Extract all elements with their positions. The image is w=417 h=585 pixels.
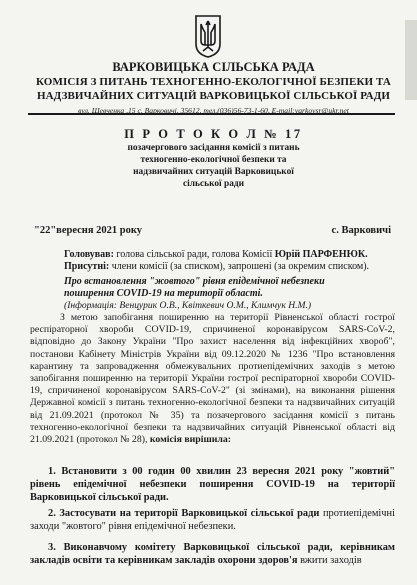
chair-label: Головував: <box>64 249 114 260</box>
resolution-3-paragraph <box>30 541 395 567</box>
resolution-1-text: 1. Встановити з 00 годин 00 хвилин 23 вересня 2021 року "жовтий" рівень епідемічної небезпеки поширення COVID-19 на території Варковицької сільської ради. <box>30 466 395 503</box>
organization-address: вул. Шевченка ,15 с. Варковичі, 35612, тел.(036)56-73-1-60, E-mail:varkovsr@ukr.net <box>78 106 349 115</box>
resolution-2-paragraph <box>30 507 395 533</box>
protocol-subtitle-line-1: позачергового засідання комісії з питань <box>127 143 300 153</box>
resolution-3-bold: 3. Виконавчому комітету Варковицької сільської ради, керівникам закладів освіти та керівникам закладів охорони здоров'я <box>30 542 395 566</box>
present-label: Присутні: <box>64 261 110 272</box>
chair-text: голова сільської ради, голова Комісії <box>116 249 273 260</box>
present-line <box>64 260 397 273</box>
decision-label: комісія вирішила: <box>149 434 232 446</box>
resolution-2-bold: 2. Застосувати на території Варковицької сільської ради <box>48 508 320 519</box>
protocol-subtitle-line-2: техногенно-екологічної безпеки та <box>140 155 287 165</box>
topic-text-1: Про встановлення "жовтого" рівня епідемічної небезпеки <box>64 276 325 287</box>
commission-name-line-2: НАДЗВИЧАЙНИХ СИТУАЦІЙ ВАРКОВИЦЬКОЇ СІЛЬСЬКОЇ РАДИ <box>36 90 391 102</box>
protocol-subtitle-line-3: надзвичайних ситуацій Варковицької <box>133 167 294 177</box>
topic-info: (Інформація: Венцурик О.В., Квіткевич О.М., Климчук Н.М.) <box>64 300 312 311</box>
resolution-1 <box>30 465 395 504</box>
binder-tab <box>405 20 417 100</box>
date-place-line <box>34 225 391 236</box>
agenda-topic <box>64 276 393 312</box>
resolution-3-text: вжити заходів <box>300 555 362 566</box>
resolution-2-text: протиепідемічні заходи "жовтого" рівня епідемічної небезпеки. <box>30 508 395 532</box>
organization-name: ВАРКОВИЦЬКА СІЛЬСЬКА РАДА <box>112 60 315 74</box>
letterhead <box>30 60 397 116</box>
preamble-paragraph <box>30 312 395 446</box>
letterhead-divider <box>28 113 395 115</box>
meeting-place: с. Варковичі <box>331 225 391 236</box>
commission-name-line-1: КОМІСІЯ З ПИТАНЬ ТЕХНОГЕННО-ЕКОЛОГІЧНОЇ БЕЗПЕКИ ТА <box>36 76 391 88</box>
topic-text-2: поширення COVID-19 на території області. <box>64 288 263 299</box>
trident-coat-of-arms-icon <box>194 14 222 58</box>
preamble-text: З метою запобігання поширенню на території Рівненської області гострої респіраторної хвороби COVID-19, спричиненої коронавірусом SARS-CoV-2, відповідно до Закону України "Про захист населення від інфекційних хвороб", постанови Кабінету Міністрів України від 09.12.2020 № 1236 "Про встановлення карантину та запровадження обмежувальних протиепідемічних заходів з метою запобігання поширенню на території України гострої респіраторної хвороби COVID-19, спричиненої коронавірусом SARS-CoV-2" (зі змінами), на виконання рішення Державної комісії з питань техногенно-екологічної безпеки та надзвичайних ситуацій від 21.09.2021 (протокол № 35) та позачергового засідання комісії з питань техногенно-екологічної безпеки та надзвичайних ситуацій Рівненської області від 21.09.2021 (протокол № 28), <box>30 312 395 446</box>
meeting-date: "22"вересня 2021 року <box>34 225 142 236</box>
resolution-2 <box>30 507 395 533</box>
protocol-subtitle-line-4: сільської ради <box>182 179 245 189</box>
chair-name: Юрій ПАРФЕНЮК. <box>274 249 368 260</box>
resolution-3 <box>30 541 395 567</box>
protocol-title <box>40 126 387 190</box>
protocol-number: П Р О Т О К О Л № 17 <box>124 127 303 141</box>
present-text: члени комісії (за списком), запрошені (за окремим списком). <box>111 261 370 272</box>
preamble <box>30 312 395 446</box>
